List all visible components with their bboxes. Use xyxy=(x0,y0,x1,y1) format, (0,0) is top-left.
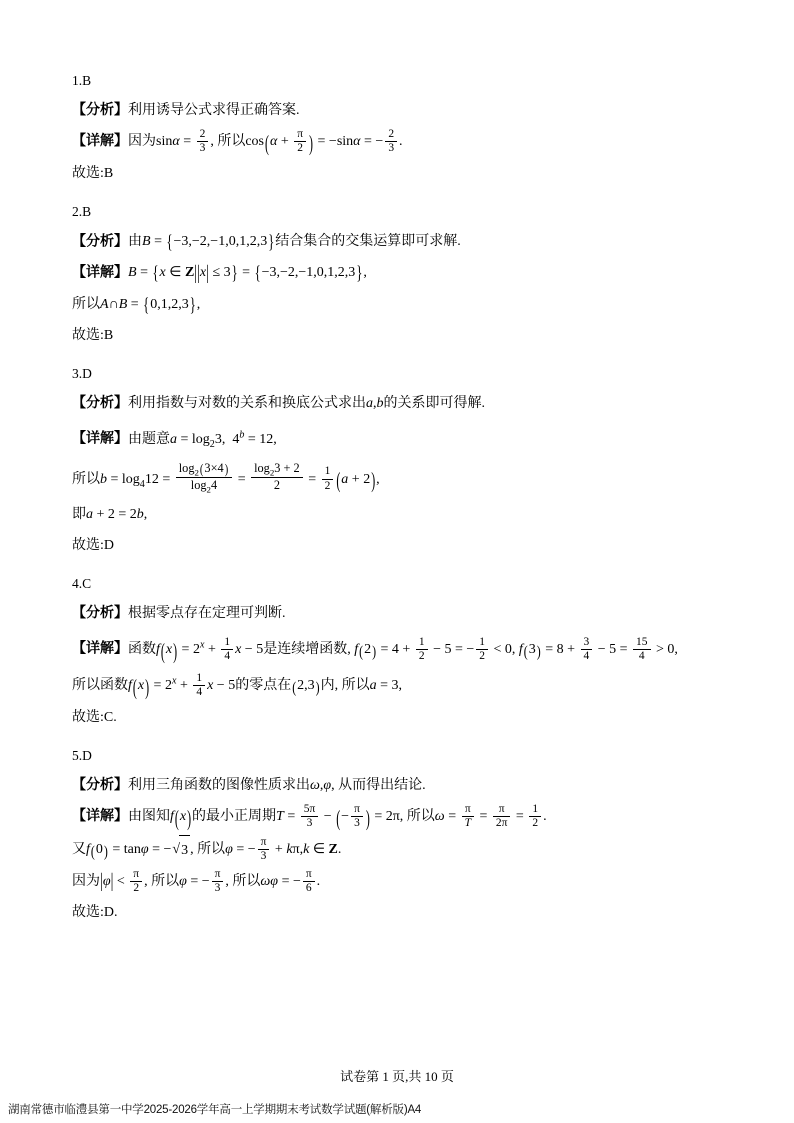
solution-text-2: B = {x ∈ Z||x| ≤ 3} = {−3,−2,−1,0,1,2,3}, xyxy=(128,262,367,285)
solution-label-2: 【详解】 xyxy=(72,265,128,281)
analysis-line-2 xyxy=(72,227,722,257)
solution-line-3 xyxy=(72,420,722,459)
analysis-label-4: 【分析】 xyxy=(72,606,128,622)
solution-text-3: 由题意$a = \log_23$, $4^b = 12$, xyxy=(128,429,277,450)
question-answer-line-1: 1.B xyxy=(72,73,92,88)
solution-text-5b: 又f(0) = tanφ = −√3 , 所以φ = − $\frac{\pi}{3}$ + kπ,k ∈ Z. xyxy=(72,842,341,857)
answer-line-5: 故选:D. xyxy=(72,905,118,921)
solution-line-3b xyxy=(72,461,722,500)
solution-line-5b xyxy=(72,834,722,866)
solution-label-3: 【详解】 xyxy=(72,431,128,447)
solution-text-3b: 所以$b = \log_412$ = $\frac{\log_2(3\times 4)}{\log_24}$ = $\frac{\log_23 + 2}{2}$ = $\frac{1}{2}$ (a + 2), xyxy=(72,460,380,495)
question-block-4 xyxy=(72,571,722,733)
analysis-line-4 xyxy=(72,599,722,629)
question-answer-line-2: 2.B xyxy=(72,203,92,219)
solution-line-5c xyxy=(72,867,722,898)
solution-line-4b xyxy=(72,667,722,702)
analysis-label-5: 【分析】 xyxy=(72,778,128,794)
analysis-text-5: 利用三角函数的图像性质求出ω,φ, 从而得出结论. xyxy=(128,778,426,794)
solution-line-1 xyxy=(72,127,722,158)
analysis-text-2: 由B = {−3,−2,−1,0,1,2,3}结合集合的交集运算即可求解. xyxy=(128,231,461,253)
page-footer: 试卷第 1 页,共 10 页 xyxy=(340,1069,454,1084)
solution-text-1: 因为sinα = $\frac{2}{3}$ , 所以cos(α + $\frac{\pi}{2}$ ) = −sinα = − $\frac{2}{3}$ . xyxy=(128,127,403,157)
question-block-1 xyxy=(72,68,722,189)
question-answer-line-5: 5.D xyxy=(72,748,92,764)
analysis-text-3: 利用指数与对数的关系和换底公式求出a,b的关系即可得解. xyxy=(128,396,485,412)
solution-label-4: 【详解】 xyxy=(72,642,128,658)
solution-line-4 xyxy=(72,630,722,665)
analysis-line-3 xyxy=(72,389,722,419)
analysis-line-5 xyxy=(72,771,722,801)
question-answer-line-4: 4.C xyxy=(72,576,92,592)
solution-line-3c xyxy=(72,500,722,530)
answer-line-4: 故选:C. xyxy=(72,710,117,726)
solution-line-5 xyxy=(72,802,722,833)
solution-text-4: 函数$f(x) = 2^x$ + $\frac{1}{4}$ x − 5是连续增函数, f(2) = 4 + $\frac{1}{2}$ − 5 = − $\frac{1}{2}$ < 0, f(3) = 8 + $\frac{3}{4}$ − 5 = $\frac{15}{4}$ > 0, xyxy=(128,635,678,665)
solution-text-3c: 即a + 2 = 2b, xyxy=(72,507,148,523)
solution-text-5: 由图知f(x)的最小正周期T = $\frac{5\pi}{3}$ − (− $\frac{\pi}{3}$ ) = 2π, 所以ω = $\frac{\pi}{T}$ = $\frac{\pi}{2\pi}$ = $\frac{1}{2}$ . xyxy=(128,803,547,832)
solution-line-2b xyxy=(72,290,722,320)
question-block-3 xyxy=(72,361,722,561)
solution-text-5c: 因为|φ| < $\frac{\pi}{2}$ , 所以φ = − $\frac{\pi}{3}$ , 所以ωφ = − $\frac{\pi}{6}$ . xyxy=(72,867,321,894)
document-source-note: 湖南常德市临澧县第一中学2025-2026学年高一上学期期末考试数学试题(解析版)A4 xyxy=(8,1104,422,1116)
solution-label-1: 【详解】 xyxy=(72,134,128,149)
answer-line-2: 故选:B xyxy=(72,328,114,344)
analysis-label-2: 【分析】 xyxy=(72,234,128,250)
analysis-label-3: 【分析】 xyxy=(72,396,128,412)
question-block-2 xyxy=(72,199,722,351)
solution-text-4b: 所以函数$f(x) = 2^x$ + $\frac{1}{4}$ x − 5的零点在(2,3)内, 所以a = 3, xyxy=(72,672,403,701)
question-answer-line-3: 3.D xyxy=(72,366,92,382)
analysis-text-4: 根据零点存在定理可判断. xyxy=(128,606,286,622)
question-block-5 xyxy=(72,743,722,928)
answer-line-1: 故选:B xyxy=(72,165,114,181)
analysis-text-1: 利用诱导公式求得正确答案. xyxy=(128,103,300,118)
solution-label-5: 【详解】 xyxy=(72,809,128,825)
answer-line-3: 故选:D xyxy=(72,538,114,554)
analysis-label-1: 【分析】 xyxy=(72,103,128,118)
analysis-line-1 xyxy=(72,96,722,126)
solution-text-2b: 所以A∩B = {0,1,2,3}, xyxy=(72,294,201,316)
